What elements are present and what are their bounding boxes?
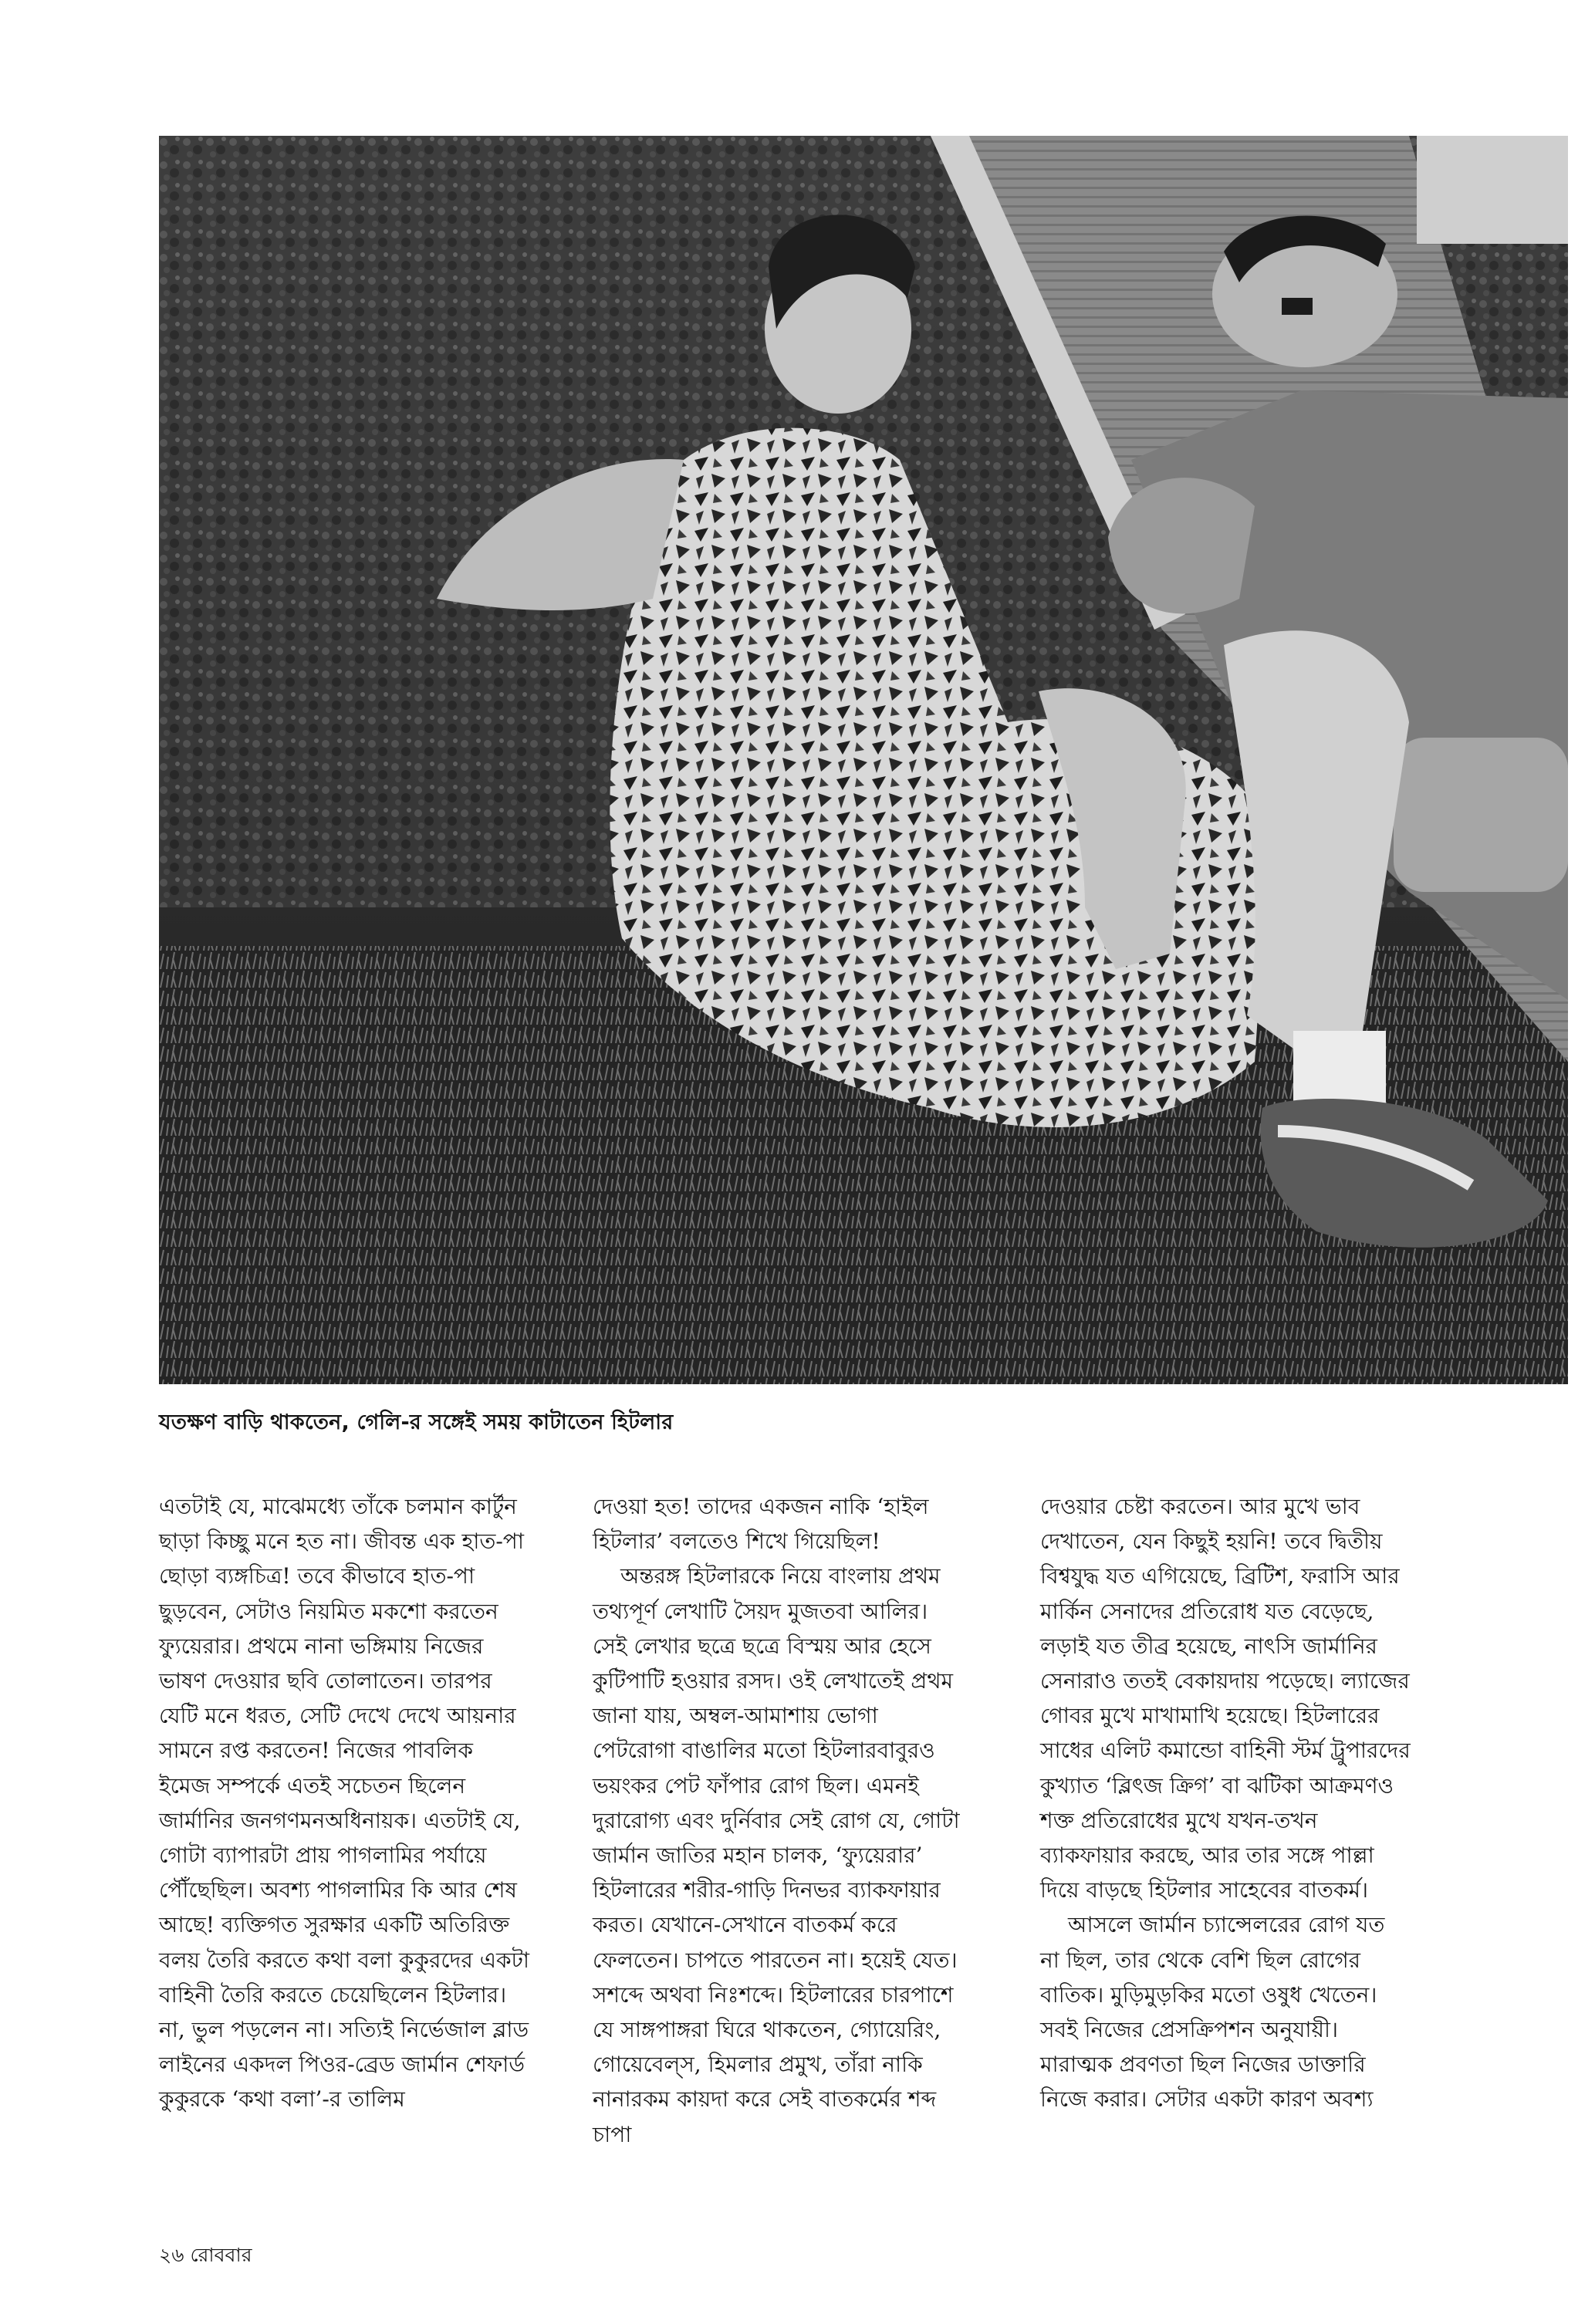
paragraph: অন্তরঙ্গ হিটলারকে নিয়ে বাংলায় প্রথম তথ্যপূর্ণ লেখাটি সৈয়দ মুজতবা আলির। সেই লেখার ছত্রে ছত্রে বিস্ময় আর হেসে কুটিপাটি হওয়ার রসদ। ওই লেখাতেই প্রথম জানা যায়, অম্বল-আমাশায় ভোগা পেটরোগা বাঙালির মতো হিটলারবাবুরও ভয়ংকর পেট ফাঁপার রোগ ছিল। এমনই দুরারোগ্য এবং দুর্নিবার সেই রোগ যে, গোটা জার্মান জাতির মহান চালক, ‘ফ্যুয়েরার’ হিটলারের শরীর-গাড়ি দিনভর ব্যাকফায়ার করত। যেখানে-সেখানে বাতকর্ম করে ফেলতেন। চাপতে পারতেন না। হয়েই যেত। সশব্দে অথবা নিঃশব্দে। হিটলারের চারপাশে যে সাঙ্গপাঙ্গরা ঘিরে থাকতেন, গ্যোয়েরিং, গোয়েবেল্স, হিমলার প্রমুখ, তাঁরা নাকি নানারকম কায়দা করে সেই বাতকর্মের শব্দ চাপা: [593, 1563, 960, 2147]
paragraph: এতটাই যে, মাঝেমধ্যে তাঁকে চলমান কার্টুন ছাড়া কিচ্ছু মনে হত না। জীবন্ত এক হাত-পা ছোড়া ব্যঙ্গচিত্র! তবে কীভাবে হাত-পা ছুড়বেন, সেটাও নিয়মিত মকশো করতেন ফ্যুয়েরার। প্রথমে নানা ভঙ্গিমায় নিজের ভাষণ দেওয়ার ছবি তোলাতেন। তারপর যেটি মনে ধরত, সেটি দেখে দেখে আয়নার সামনে রপ্ত করতেন! নিজের পাবলিক ইমেজ সম্পর্কে এতই সচেতন ছিলেন জার্মানির জনগণমনঅধিনায়ক। এতটাই যে, গোটা ব্যাপারটা প্রায় পাগলামির পর্যায়ে পৌঁছেছিল। অবশ্য পাগলামির কি আর শেষ আছে! ব্যক্তিগত সুরক্ষার একটি অতিরিক্ত বলয় তৈরি করতে কথা বলা কুকুরদের একটা বাহিনী তৈরি করতে চেয়েছিলেন হিটলার। না, ভুল পড়লেন না। সত্যিই নির্ভেজাল ব্লাড লাইনের একদল পিওর-ব্রেড জার্মান শেফার্ড কুকুরকে ‘কথা বলা’-র তালিম: [159, 1494, 529, 2113]
page-number: ২৬: [159, 2244, 184, 2266]
paragraph: দেওয়ার চেষ্টা করতেন। আর মুখে ভাব দেখাতেন, যেন কিছুই হয়নি! তবে দ্বিতীয় বিশ্বযুদ্ধ যত এগিয়েছে, ব্রিটিশ, ফরাসি আর মার্কিন সেনাদের প্রতিরোধ যত বেড়েছে, লড়াই যত তীব্র হয়েছে, নাৎসি জার্মানির সেনারাও ততই বেকায়দায় পড়েছে। ল্যাজের গোবর মুখে মাখামাখি হয়েছে। হিটলারের সাধের এলিট কমান্ডো বাহিনী স্টর্ম ট্রুপারদের কুখ্যাত ‘ব্লিৎজ ক্রিগ’ বা ঝটিকা আক্রমণও শক্ত প্রতিরোধের মুখে যখন-তখন ব্যাকফায়ার করছে, আর তার সঙ্গে পাল্লা দিয়ে বাড়ছে হিটলার সাহেবের বাতকর্ম।: [1040, 1494, 1411, 1903]
photo-caption: যতক্ষণ বাড়ি থাকতেন, গেলি-র সঙ্গেই সময় কাটাতেন হিটলার: [159, 1410, 674, 1434]
paragraph: দেওয়া হত! তাদের একজন নাকি ‘হাইল হিটলার’ বলতেও শিখে গিয়েছিল!: [593, 1494, 929, 1555]
article-column-2: [593, 1489, 963, 2152]
article-column-3: [1040, 1489, 1411, 2117]
photograph-woman-dress-man-deckchair-icon: [159, 136, 1568, 1384]
photograph: [159, 136, 1568, 1384]
publication-name: রোববার: [190, 2244, 252, 2266]
article-column-1: [159, 1489, 529, 2117]
page-footer: [159, 2242, 252, 2268]
paragraph: আসলে জার্মান চ্যান্সেলরের রোগ যত না ছিল, তার থেকে বেশি ছিল রোগের বাতিক। মুড়িমুড়কির মতো ওষুধ খেতেন। সবই নিজের প্রেসক্রিপশন অনুযায়ী। মারাত্মক প্রবণতা ছিল নিজের ডাক্তারি নিজে করার। সেটার একটা কারণ অবশ্য: [1040, 1912, 1385, 2113]
